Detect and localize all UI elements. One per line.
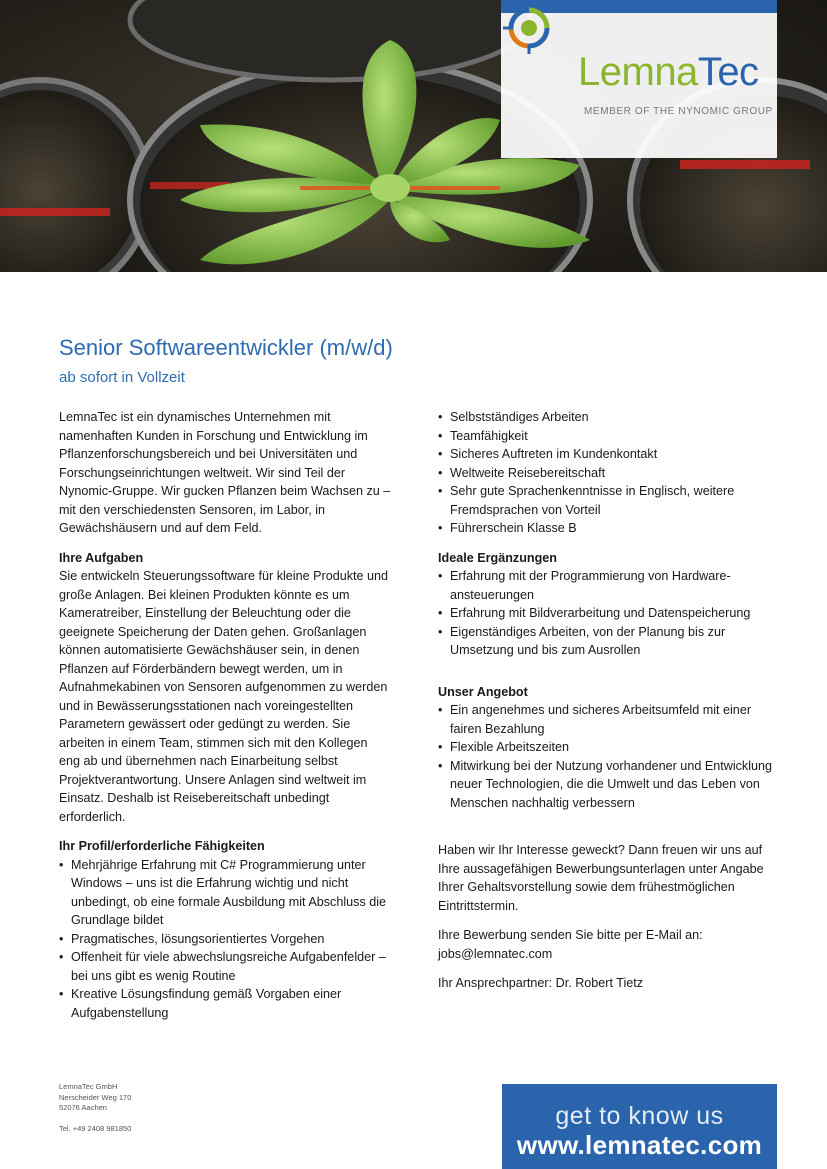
- list-item: • Erfahrung mit Bildverarbeitung und Datenspeicherung: [438, 604, 783, 623]
- list-item: • Ein angenehmes und sicheres Arbeitsumfeld mit einer fairen Bezahlung: [438, 701, 783, 738]
- list-item: • Führerschein Klasse B: [438, 519, 783, 538]
- list-item: • Pragmatisches, lösungsorientiertes Vorgehen: [59, 930, 391, 949]
- brand-tagline: MEMBER OF THE NYNOMIC GROUP: [584, 106, 773, 117]
- job-title: Senior Softwareentwickler (m/w/d): [59, 335, 393, 360]
- company-street: Nerscheider Weg 170: [59, 1092, 132, 1102]
- cta-paragraph: Haben wir Ihr Interesse geweckt? Dann freuen wir uns auf Ihre aussagefähigen Bewerbungsunterlagen unter Angabe Ihrer Gehaltsvorstellung sowie dem frühestmöglichen Eintrittstermin.: [438, 843, 764, 913]
- job-subtitle: ab sofort in Vollzeit: [59, 369, 185, 386]
- logo-panel: [501, 0, 777, 158]
- list-item: • Sehr gute Sprachenkenntnisse in Englisch, weitere Fremdsprachen von Vorteil: [438, 482, 783, 519]
- apply-paragraph: [438, 926, 783, 963]
- list-item: • Selbstständiges Arbeiten: [438, 408, 783, 427]
- list-item: • Sicheres Auftreten im Kundenkontakt: [438, 445, 783, 464]
- profile-heading: Ihr Profil/erforderliche Fähigkeiten: [59, 839, 265, 853]
- list-item: • Offenheit für viele abwechslungsreiche Aufgabenfelder – bei uns gibt es wenig Routine: [59, 948, 391, 985]
- left-column: [59, 408, 391, 1033]
- company-city: 52076 Aachen: [59, 1103, 107, 1112]
- company-phone: Tel. +49 2408 981850: [59, 1123, 132, 1133]
- lemnatec-logo-icon: [501, 0, 557, 56]
- website-banner[interactable]: [502, 1084, 777, 1169]
- brand-part-lemna: Lemna: [578, 50, 698, 94]
- list-item: • Eigenständiges Arbeiten, von der Planung bis zur Umsetzung und bis zum Ausrollen: [438, 623, 783, 660]
- intro-paragraph: LemnaTec ist ein dynamisches Unternehmen mit namenhaften Kunden in Forschung und Entwicklung im Pflanzenforschungsbereich und bei Universitäten und Forschungseinrichtungen weltweit. Wir sind Teil der Nynomic-Gruppe. Wir gucken Pflanzen beim Wachsen zu – mit den verschiedensten Sensoren, im Labor, in Gewächshäusern und auf dem Feld.: [59, 410, 391, 535]
- list-item: • Erfahrung mit der Programmierung von Hardware-ansteuerungen: [438, 567, 783, 604]
- list-item: • Mitwirkung bei der Nutzung vorhandener und Entwicklung neuer Technologien, die die Umwelt und das Leben von Menschen nachhaltig verbessern: [438, 757, 783, 813]
- company-name: LemnaTec GmbH: [59, 1082, 118, 1091]
- footer-address: [59, 1082, 131, 1134]
- brand-part-tec: Tec: [697, 50, 759, 94]
- hero-image: [0, 0, 827, 272]
- banner-url-link[interactable]: www.lemnatec.com: [516, 1130, 763, 1160]
- extras-heading: Ideale Ergänzungen: [438, 550, 557, 565]
- list-item: • Teamfähigkeit: [438, 427, 783, 446]
- extras-list: [438, 567, 783, 660]
- profile-list-continued: [438, 408, 783, 538]
- contact-paragraph: Ihr Ansprechpartner: Dr. Robert Tietz: [438, 976, 644, 990]
- list-item: • Mehrjährige Erfahrung mit C# Programmierung unter Windows – uns ist die Erfahrung wichtig und nicht unbedingt, ob eine formale Ausbildung mit Abschluss die Grundlage bildet: [59, 856, 391, 930]
- tasks-heading: Ihre Aufgaben: [59, 550, 144, 565]
- profile-list: [59, 856, 391, 1023]
- banner-tagline: get to know us: [555, 1102, 724, 1130]
- list-item: • Weltweite Reisebereitschaft: [438, 464, 783, 483]
- list-item: • Kreative Lösungsfindung gemäß Vorgaben einer Aufgabenstellung: [59, 985, 391, 1022]
- offer-heading: Unser Angebot: [438, 684, 528, 699]
- apply-text: Ihre Bewerbung senden Sie bitte per E-Mail an:: [438, 928, 703, 942]
- offer-list: [438, 701, 783, 812]
- tasks-paragraph: Sie entwickeln Steuerungssoftware für kleine Produkte und große Anlagen. Bei kleinen Produkten könnte es um Kameratreiber, Einstellung der Beleuchtung oder die geeignete Speicherung der Daten gehen. Großanlagen können automatisierte Gewächshäuser sein, in denen Pflanzen auf Förderbändern bewegt werden, um in Aufnahmekabinen von Sensoren aufgenommen zu werden und in Bewässerungsstationen nach voreingestellten Parametern gewässert oder gedüngt zu werden. Sie arbeiten in einem Team, stimmen sich mit den Kollegen eng ab und übernehmen nach Einarbeitung selbst Projektverantwortung. Unsere Anlagen sind weltweit im Einsatz. Deshalb ist Reisebereitschaft unbedingt erforderlich.: [59, 569, 389, 824]
- right-column: [438, 408, 783, 1004]
- apply-email-link[interactable]: jobs@lemnatec.com: [438, 946, 553, 961]
- brand-wordmark: [578, 52, 759, 92]
- list-item: • Flexible Arbeitszeiten: [438, 738, 783, 757]
